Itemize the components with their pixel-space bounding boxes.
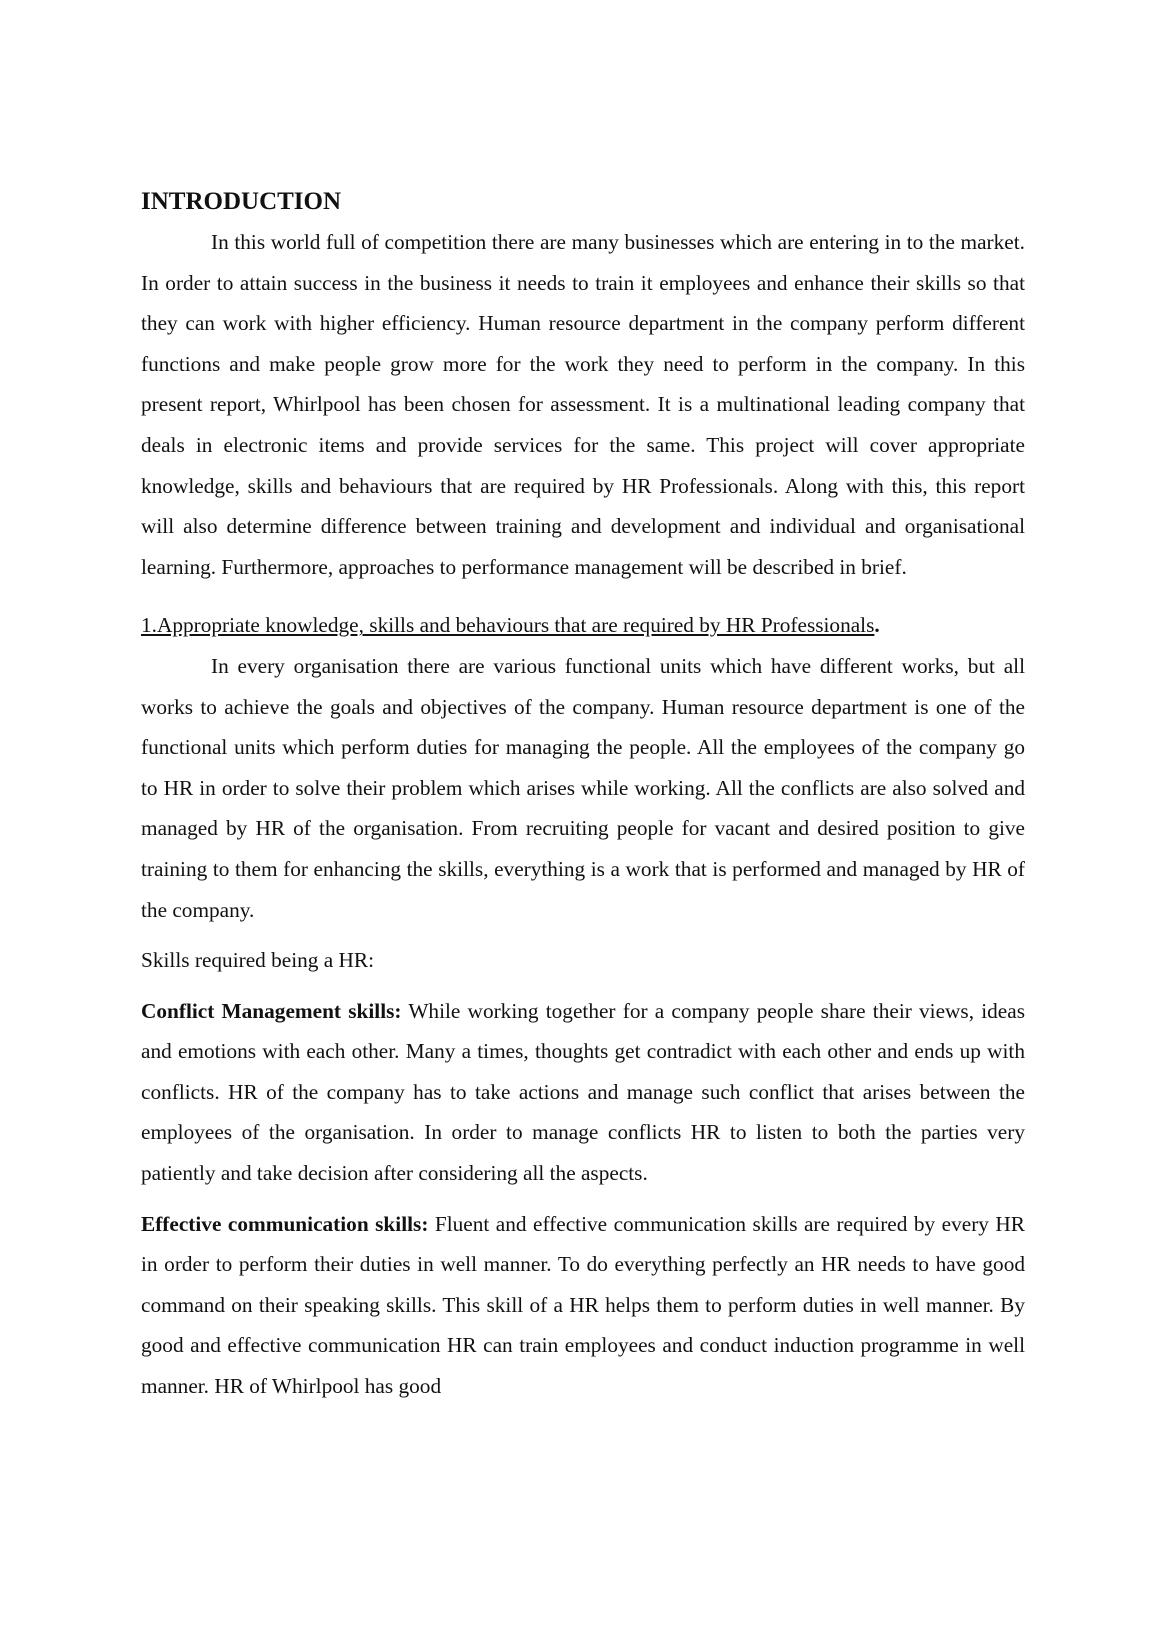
- skill-effective-communication: [141, 1204, 1025, 1407]
- section-1-title-text: 1.Appropriate knowledge, skills and behaviours that are required by HR Professionals: [141, 613, 875, 638]
- section-1-title: [141, 605, 1025, 646]
- page-content: [141, 184, 1025, 1407]
- skill-description: Fluent and effective communication skills are required by every HR in order to perform their duties in well manner. To do everything perfectly an HR needs to have good command on their speaking skills. This skill of a HR helps them to perform duties in well manner. By good and effective communication HR can train employees and conduct induction programme in well manner. HR of Whirlpool has good: [141, 1211, 1025, 1399]
- skill-name: Effective communication skills:: [141, 1211, 429, 1236]
- skill-conflict-management: [141, 991, 1025, 1194]
- section-1-title-period: .: [874, 613, 880, 638]
- skills-intro: Skills required being a HR:: [141, 948, 375, 973]
- skill-name: Conflict Management skills:: [141, 998, 402, 1023]
- section-1-paragraph: In every organisation there are various functional units which have different works, but all works to achieve the goals and objectives of the company. Human resource department is one of the functional units which perform duties for managing the people. All the employees of the company go to HR in order to solve their problem which arises while working. All the conflicts are also solved and managed by HR of the organisation. From recruiting people for vacant and desired position to give training to them for enhancing the skills, everything is a work that is performed and managed by HR of the company.: [141, 653, 1025, 922]
- introduction-heading: INTRODUCTION: [141, 188, 342, 215]
- skill-description: While working together for a company people share their views, ideas and emotions with each other. Many a times, thoughts get contradict with each other and ends up with conflicts. HR of the company has to take actions and manage such conflict that arises between the employees of the organisation. In order to manage conflicts HR to listen to both the parties very patiently and take decision after considering all the aspects.: [141, 998, 1026, 1186]
- introduction-paragraph: In this world full of competition there are many businesses which are entering in to the market. In order to attain success in the business it needs to train it employees and enhance their skills so that they can work with higher efficiency. Human resource department in the company perform different functions and make people grow more for the work they need to perform in the company. In this present report, Whirlpool has been chosen for assessment. It is a multinational leading company that deals in electronic items and provide services for the same. This project will cover appropriate knowledge, skills and behaviours that are required by HR Professionals. Along with this, this report will also determine difference between training and development and individual and organisational learning. Furthermore, approaches to performance management will be described in brief.: [141, 230, 1025, 579]
